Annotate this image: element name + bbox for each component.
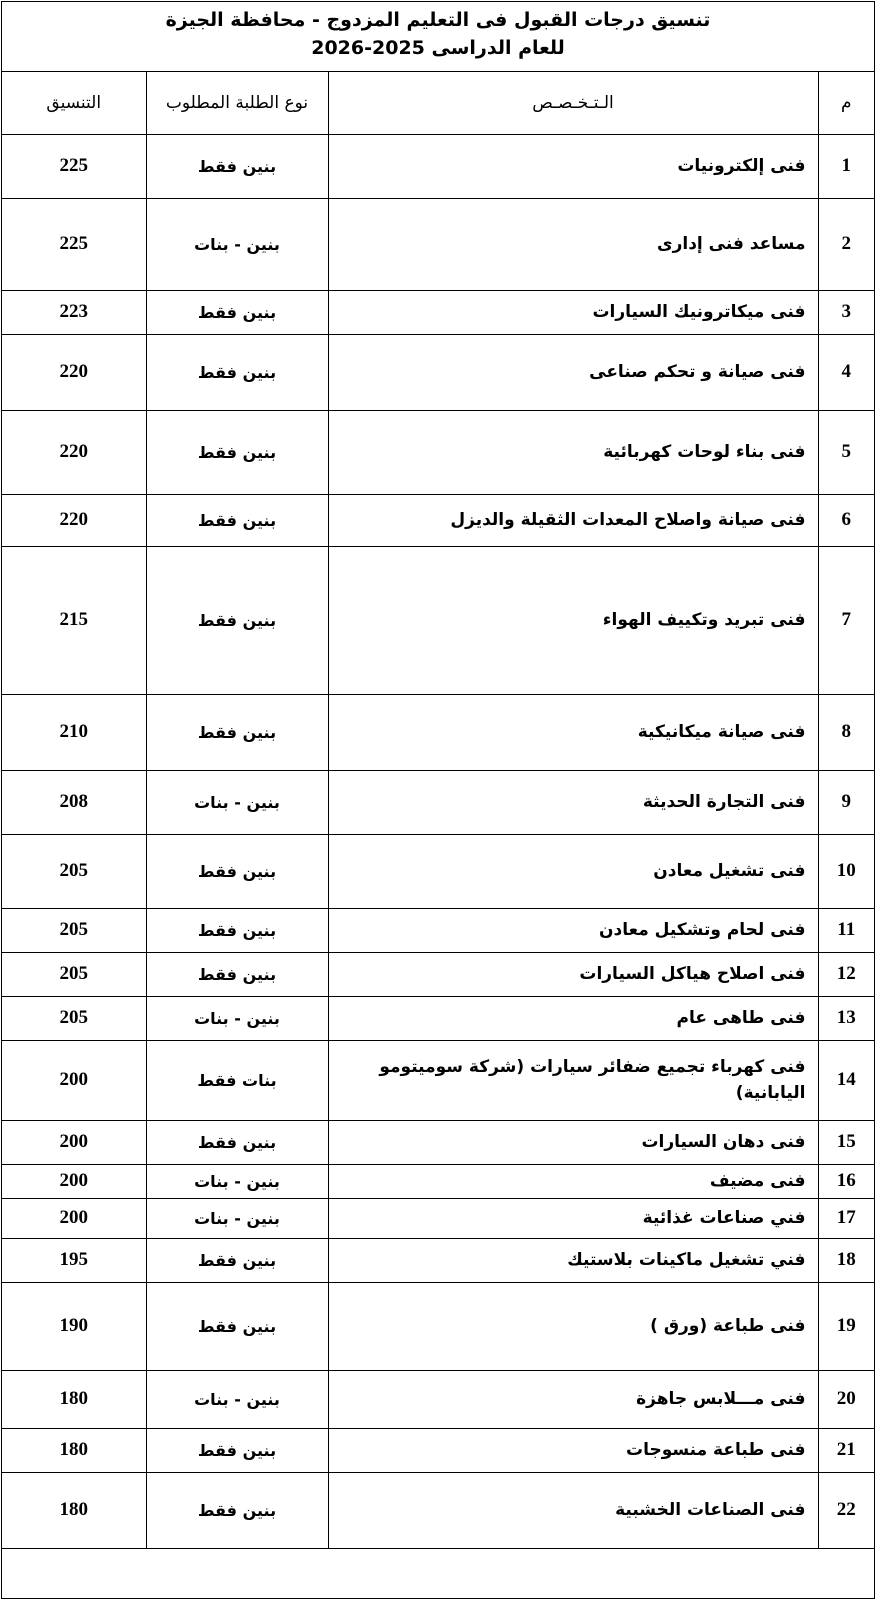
row-index: 13 xyxy=(818,996,874,1040)
row-specialty: فنى طاهى عام xyxy=(328,996,818,1040)
row-index: 19 xyxy=(818,1282,874,1370)
row-grade: 180 xyxy=(2,1370,146,1428)
table-header-row xyxy=(2,72,874,134)
row-student-type: بنين - بنات xyxy=(146,198,328,290)
row-student-type: بنات فقط xyxy=(146,1040,328,1120)
row-grade: 190 xyxy=(2,1282,146,1370)
row-grade: 180 xyxy=(2,1428,146,1472)
row-specialty: فنى ميكاترونيك السيارات xyxy=(328,290,818,334)
row-grade: 220 xyxy=(2,410,146,494)
row-student-type: بنين - بنات xyxy=(146,1198,328,1238)
row-student-type: بنين فقط xyxy=(146,834,328,908)
row-index: 1 xyxy=(818,134,874,198)
row-student-type: بنين فقط xyxy=(146,1282,328,1370)
row-student-type: بنين فقط xyxy=(146,494,328,546)
row-grade: 215 xyxy=(2,546,146,694)
table-row xyxy=(2,1370,874,1428)
row-grade: 225 xyxy=(2,198,146,290)
row-student-type: بنين فقط xyxy=(146,1238,328,1282)
table-row xyxy=(2,290,874,334)
header-grade: التنسيق xyxy=(2,72,146,134)
row-specialty: فنى طباعة (ورق ) xyxy=(328,1282,818,1370)
row-specialty: فنى إلكترونيات xyxy=(328,134,818,198)
row-specialty: فنى مضيف xyxy=(328,1164,818,1198)
row-specialty: فنى طباعة منسوجات xyxy=(328,1428,818,1472)
row-student-type: بنين فقط xyxy=(146,290,328,334)
row-student-type: بنين فقط xyxy=(146,1428,328,1472)
row-index: 4 xyxy=(818,334,874,410)
row-specialty: فنى تبريد وتكييف الهواء xyxy=(328,546,818,694)
row-grade: 205 xyxy=(2,834,146,908)
table-row xyxy=(2,1472,874,1548)
row-specialty: فنى كهرباء تجميع ضفائر سيارات (شركة سوميتومو اليابانية) xyxy=(328,1040,818,1120)
table-row xyxy=(2,1282,874,1370)
row-index: 3 xyxy=(818,290,874,334)
row-student-type: بنين فقط xyxy=(146,546,328,694)
row-specialty: فنى صيانة و تحكم صناعى xyxy=(328,334,818,410)
table-row xyxy=(2,334,874,410)
row-index: 20 xyxy=(818,1370,874,1428)
row-specialty: فني تشغيل ماكينات بلاستيك xyxy=(328,1238,818,1282)
row-grade: 200 xyxy=(2,1040,146,1120)
row-specialty: فنى صيانة ميكانيكية xyxy=(328,694,818,770)
table-row xyxy=(2,1428,874,1472)
row-grade: 205 xyxy=(2,996,146,1040)
row-student-type: بنين فقط xyxy=(146,1472,328,1548)
row-student-type: بنين - بنات xyxy=(146,1370,328,1428)
row-index: 12 xyxy=(818,952,874,996)
table-row xyxy=(2,1164,874,1198)
row-grade: 205 xyxy=(2,908,146,952)
row-index: 7 xyxy=(818,546,874,694)
row-grade: 180 xyxy=(2,1472,146,1548)
row-index: 2 xyxy=(818,198,874,290)
row-index: 18 xyxy=(818,1238,874,1282)
row-student-type: بنين فقط xyxy=(146,134,328,198)
header-specialty: الـتـخـصـص xyxy=(328,72,818,134)
row-specialty: فنى لحام وتشكيل معادن xyxy=(328,908,818,952)
row-grade: 220 xyxy=(2,334,146,410)
row-index: 5 xyxy=(818,410,874,494)
row-index: 15 xyxy=(818,1120,874,1164)
table-row xyxy=(2,1198,874,1238)
table-row xyxy=(2,996,874,1040)
row-index: 17 xyxy=(818,1198,874,1238)
row-specialty: فنى اصلاح هياكل السيارات xyxy=(328,952,818,996)
row-specialty: فنى بناء لوحات كهربائية xyxy=(328,410,818,494)
row-grade: 225 xyxy=(2,134,146,198)
row-index: 6 xyxy=(818,494,874,546)
row-specialty: فنى مـــلابس جاهزة xyxy=(328,1370,818,1428)
header-student-type: نوع الطلبة المطلوب xyxy=(146,72,328,134)
row-grade: 195 xyxy=(2,1238,146,1282)
row-student-type: بنين فقط xyxy=(146,694,328,770)
table-row xyxy=(2,1238,874,1282)
table-row xyxy=(2,694,874,770)
table-row xyxy=(2,198,874,290)
row-index: 21 xyxy=(818,1428,874,1472)
header-index: م xyxy=(818,72,874,134)
row-student-type: بنين - بنات xyxy=(146,1164,328,1198)
row-student-type: بنين فقط xyxy=(146,410,328,494)
admission-grades-sheet xyxy=(1,1,875,1599)
table-row xyxy=(2,546,874,694)
table-row xyxy=(2,908,874,952)
table-row xyxy=(2,410,874,494)
page-title: تنسيق درجات القبول فى التعليم المزدوج - محافظة الجيزة xyxy=(165,9,711,31)
row-specialty: فنى دهان السيارات xyxy=(328,1120,818,1164)
row-grade: 200 xyxy=(2,1198,146,1238)
table-row xyxy=(2,770,874,834)
row-index: 11 xyxy=(818,908,874,952)
row-index: 16 xyxy=(818,1164,874,1198)
row-student-type: بنين فقط xyxy=(146,334,328,410)
row-grade: 205 xyxy=(2,952,146,996)
row-grade: 220 xyxy=(2,494,146,546)
academic-year: للعام الدراسى 2025-2026 xyxy=(311,37,565,59)
row-grade: 210 xyxy=(2,694,146,770)
row-grade: 208 xyxy=(2,770,146,834)
table-row xyxy=(2,952,874,996)
table-row xyxy=(2,834,874,908)
row-student-type: بنين فقط xyxy=(146,952,328,996)
row-grade: 200 xyxy=(2,1164,146,1198)
table-row xyxy=(2,494,874,546)
row-specialty: فني صناعات غذائية xyxy=(328,1198,818,1238)
row-index: 14 xyxy=(818,1040,874,1120)
row-grade: 200 xyxy=(2,1120,146,1164)
row-specialty: فنى التجارة الحديثة xyxy=(328,770,818,834)
grades-table xyxy=(2,72,874,1549)
row-index: 9 xyxy=(818,770,874,834)
row-specialty: مساعد فنى إدارى xyxy=(328,198,818,290)
row-index: 8 xyxy=(818,694,874,770)
table-row xyxy=(2,1120,874,1164)
row-student-type: بنين فقط xyxy=(146,908,328,952)
title-block xyxy=(2,2,874,72)
row-specialty: فنى الصناعات الخشبية xyxy=(328,1472,818,1548)
row-student-type: بنين - بنات xyxy=(146,770,328,834)
row-student-type: بنين - بنات xyxy=(146,996,328,1040)
row-student-type: بنين فقط xyxy=(146,1120,328,1164)
table-row xyxy=(2,1040,874,1120)
row-index: 10 xyxy=(818,834,874,908)
table-row xyxy=(2,134,874,198)
row-index: 22 xyxy=(818,1472,874,1548)
row-specialty: فنى صيانة واصلاح المعدات الثقيلة والديزل xyxy=(328,494,818,546)
row-specialty: فنى تشغيل معادن xyxy=(328,834,818,908)
row-grade: 223 xyxy=(2,290,146,334)
